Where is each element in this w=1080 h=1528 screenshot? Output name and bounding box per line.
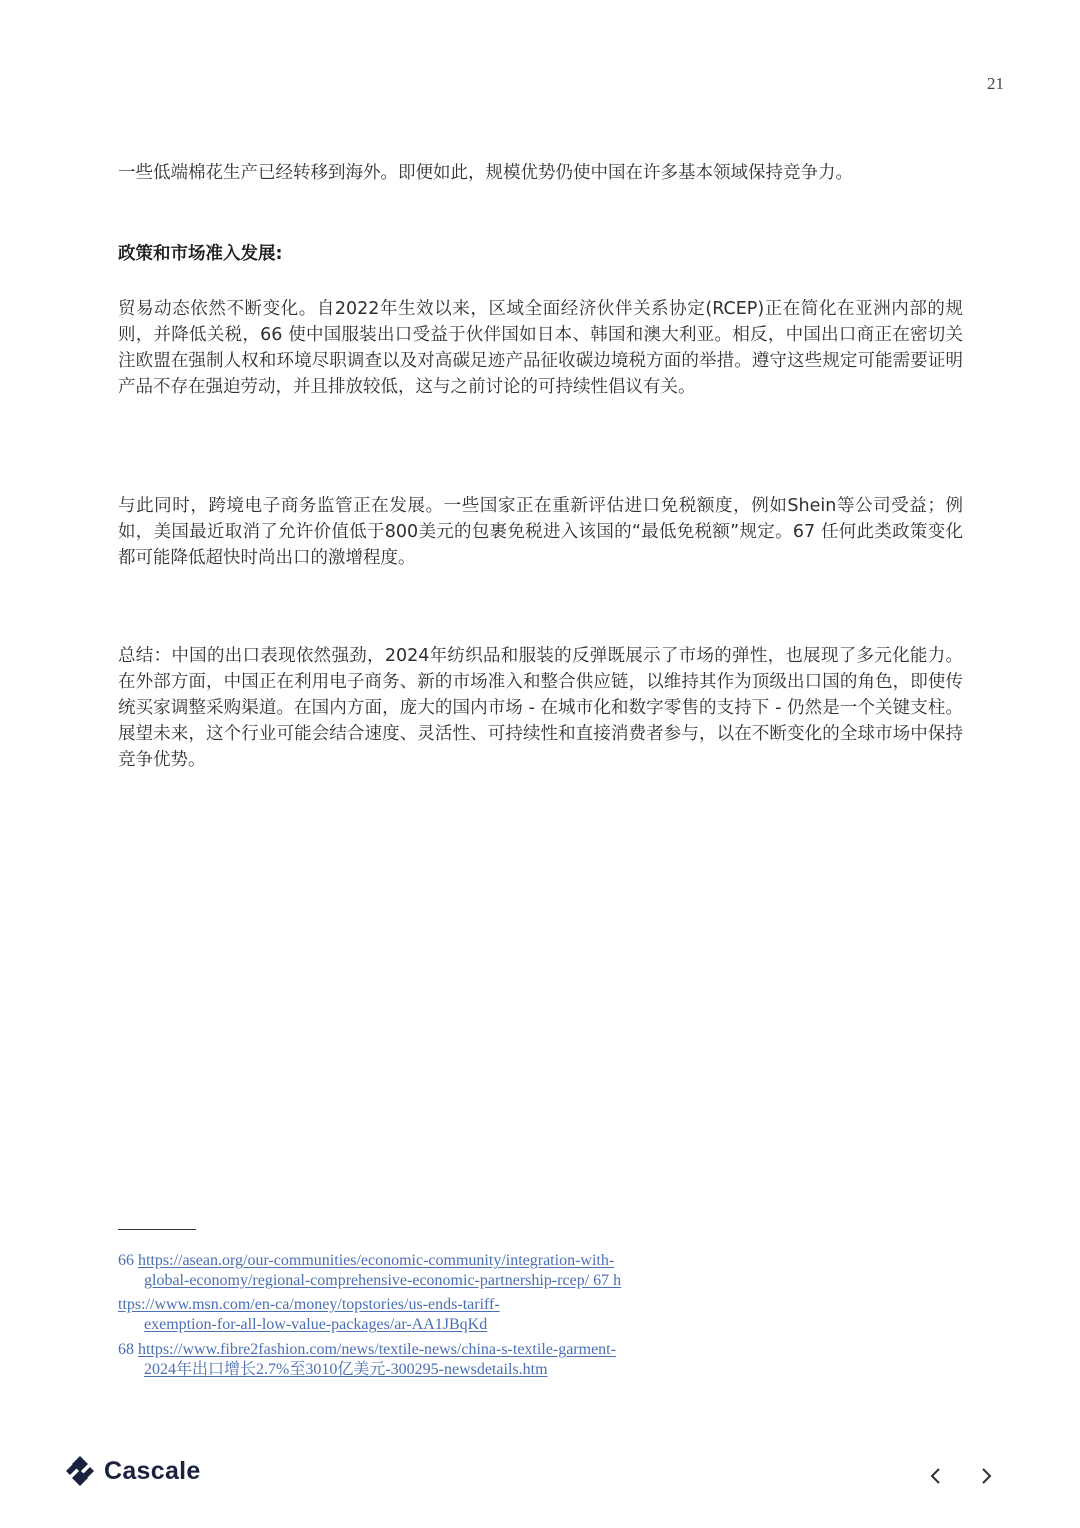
paragraph-summary: 总结：中国的出口表现依然强劲，2024年纺织品和服装的反弹既展示了市场的弹性，也展现了多元化能力。在外部方面，中国正在利用电子商务、新的市场准入和整合供应链，以维持其作为顶级出口国的角色，即使传统买家调整采购渠道。在国内方面，庞大的国内市场 - 在城市化和数字零售的支持下 - 仍然是一个关键支柱。展望未来，这个行业可能会结合速度、灵活性、可持续性和直接消费者参与，以在不断变化的全球市场中保持竞争优势。: [118, 646, 963, 770]
footnote-68: [118, 1340, 798, 1380]
chevron-right-icon: [981, 1467, 993, 1485]
footnote-link[interactable]: ttps://www.msn.com/en-ca/money/topstories/us-ends-tariff-: [118, 1296, 500, 1313]
page-number: 21: [987, 74, 1004, 93]
page-navigation: [926, 1462, 996, 1490]
footnote-67: [118, 1295, 798, 1335]
paragraph-trade-dynamics: 贸易动态依然不断变化。自2022年生效以来，区域全面经济伙伴关系协定(RCEP)正在简化在亚洲内部的规则，并降低关税，66 使中国服装出口受益于伙伴国如日本、韩国和澳大利亚。相反，中国出口商正在密切关注欧盟在强制人权和环境尽职调查以及对高碳足迹产品征收碳边境税方面的举措。遵守这些规定可能需要证明产品不存在强迫劳动，并且排放较低，这与之前讨论的可持续性倡议有关。: [118, 299, 963, 397]
footnote-link[interactable]: 2024年出口增长2.7%至3010亿美元-300295-newsdetails.htm: [144, 1361, 548, 1378]
footnote-link[interactable]: exemption-for-all-low-value-packages/ar-AA1JBqKd: [144, 1316, 488, 1333]
footnote-link[interactable]: https://asean.org/our-communities/economic-community/integration-with-: [138, 1252, 615, 1269]
chevron-left-icon: [929, 1467, 941, 1485]
cascale-logo[interactable]: [64, 1455, 201, 1487]
previous-page-button[interactable]: [926, 1462, 944, 1490]
paragraph-intro: 一些低端棉花生产已经转移到海外。即便如此，规模优势仍使中国在许多基本领域保持竞争力。: [118, 163, 853, 183]
footnote-link[interactable]: https://www.fibre2fashion.com/news/textile-news/china-s-textile-garment-: [138, 1341, 616, 1358]
next-page-button[interactable]: [978, 1462, 996, 1490]
footnote-number: 68: [118, 1341, 134, 1358]
footnote-divider: [118, 1229, 196, 1230]
footnote-link[interactable]: global-economy/regional-comprehensive-economic-partnership-rcep/ 67 h: [144, 1272, 622, 1289]
paragraph-cross-border-ecommerce: 与此同时，跨境电子商务监管正在发展。一些国家正在重新评估进口免税额度，例如Shein等公司受益；例如，美国最近取消了允许价值低于800美元的包裹免税进入该国的“最低免税额”规定。67 任何此类政策变化都可能降低超快时尚出口的激增程度。: [118, 496, 963, 568]
footnote-number: 66: [118, 1252, 134, 1269]
section-heading: 政策和市场准入发展:: [118, 244, 283, 264]
footnote-66: [118, 1251, 798, 1291]
logo-wordmark: Cascale: [104, 1456, 201, 1485]
cascale-logo-icon: [64, 1455, 96, 1487]
